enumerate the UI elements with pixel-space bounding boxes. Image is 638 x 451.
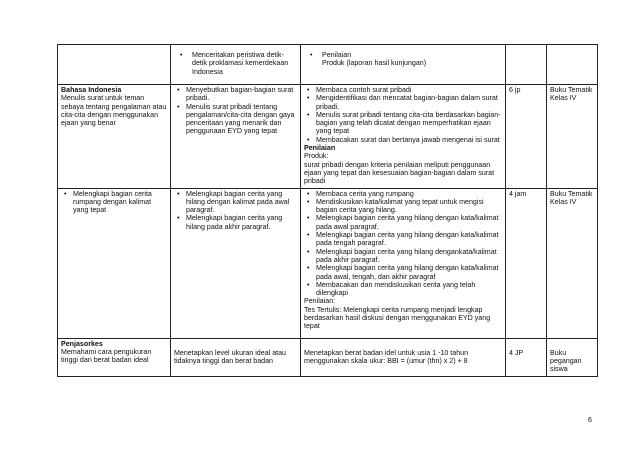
list-item: • Melengkapi bagian cerita yang hilang dengan kalimat pada awal paragraf. — [186, 190, 297, 215]
assessment-title: Penilaian — [304, 144, 336, 153]
source-value: Buku pegangan siswa — [550, 348, 582, 374]
list-item: • Melengkapi bagian cerita yang hilang dengan kata/kalimat pada awal, tengah, dan akhir paragraf — [316, 264, 502, 281]
activity-list — [304, 51, 502, 68]
competency-cell — [58, 85, 171, 189]
assessment-text: Penilaian: Tes Tertulis: Melengkapi cerita rumpang menjadi lengkap berdasarkan hasil diskusi dengan menggunakan EYD yang tepat — [304, 297, 491, 331]
source-cell: Buku Tematik Kelas IV — [547, 188, 598, 338]
activity-list — [304, 86, 502, 144]
list-item: • Membacakan dan mendiskusikan cerita yang telah dilengkapi — [316, 281, 502, 298]
source-cell: Buku Tematik Kelas IV — [547, 85, 598, 189]
competency-list — [61, 190, 167, 215]
activity-cell — [301, 338, 506, 376]
indicator-cell — [171, 45, 301, 85]
list-item: • Menceritakan peristiwa detik-detik proklamasi kemerdekaan Indonesia — [192, 51, 297, 76]
list-item: • Menulis surat pribadi tentang pengalaman/cita-cita dengan gaya penceritaan yang menarik dan penggunaan EYD yang tepat — [186, 103, 297, 136]
list-item: • Membaca contoh surat pribadi — [316, 86, 502, 94]
time-cell: 4 jam — [506, 188, 547, 338]
indicator-list — [174, 190, 297, 231]
subject-title: Penjasorkes — [61, 339, 103, 348]
table-row — [58, 338, 598, 376]
list-item: • Menyebutkan bagian-bagian surat pribadi. — [186, 86, 297, 103]
assessment-text: Produk: surat pribadi dengan kriteria penilaian meliputi penggunaan ejaan yang tepat dan kesesuaian bagian-bagian dalam surat pribadi — [304, 152, 495, 186]
table-row — [58, 85, 598, 189]
source-cell — [547, 45, 598, 85]
list-item: • Mendiskusikan kata/kalimat yang tepat untuk mengisi bagian cerita yang hilang. — [316, 198, 502, 215]
subject-title: Bahasa Indonesia — [61, 86, 122, 94]
list-item: • Melengkapi bagian cerita yang hilang dengankata/kalimat pada akhir paragraf. — [316, 248, 502, 265]
activity-cell — [301, 188, 506, 338]
competency-text: Menulis surat untuk teman sebaya tentang pengalaman atau cita-cita dengan menggunakan ejaan yang benar — [61, 94, 167, 128]
time-value: 4 JP — [509, 348, 524, 357]
list-item: • Melengkapi bagian cerita yang hilang pada akhir paragraf. — [186, 214, 297, 231]
indicator-cell — [171, 338, 301, 376]
competency-cell — [58, 45, 171, 85]
source-cell — [547, 338, 598, 376]
activity-cell — [301, 85, 506, 189]
list-item: • Menulis surat pribadi tentang cita-cita berdasarkan bagian-bagian yang telah dicatat dengan memperhatikan ejaan yang tepat — [316, 111, 502, 136]
list-item: • Melengkapi bagian cerita yang hilang dengan kata/kalimat pada awal paragraf. — [316, 214, 502, 231]
page-number: 6 — [588, 417, 592, 424]
list-item: • Membacakan surat dan bertanya jawab mengenai isi surat — [316, 136, 502, 144]
list-item: • Mengidentifikasi dan mencatat bagian-bagian dalam surat pribadi. — [316, 94, 502, 111]
table-row — [58, 188, 598, 338]
syllabus-table — [57, 44, 598, 377]
list-item: • Penilaian Produk (laporan hasil kunjungan) — [322, 51, 502, 68]
time-cell — [506, 338, 547, 376]
competency-cell — [58, 338, 171, 376]
list-item: • Melengkapi bagian cerita yang hilang dengan kata/kalimat pada tengah paragraf. — [316, 231, 502, 248]
activity-list — [304, 190, 502, 298]
time-cell — [506, 45, 547, 85]
competency-text: Memahami cara pengukuran tinggi dan berat badan ideal — [61, 347, 152, 365]
indicator-list — [174, 86, 297, 136]
competency-cell — [58, 188, 171, 338]
table-row — [58, 45, 598, 85]
indicator-text: Menetapkan level ukuran ideal atau tidaknya tinggi dan berat badan — [174, 348, 287, 365]
indicator-cell — [171, 85, 301, 189]
time-cell: 6 jp — [506, 85, 547, 189]
indicator-list — [174, 51, 297, 76]
list-item: • Membaca cerita yang rumpang — [316, 190, 502, 198]
activity-cell — [301, 45, 506, 85]
activity-text: Menetapkan berat badan idel untuk usia 1 -10 tahun menggunakan skala ukur: BBI = (umur (thn) x 2) + 8 — [304, 348, 469, 365]
indicator-cell — [171, 188, 301, 338]
list-item: • Melengkapi bagian cerita rumpang dengan kalimat yang tepat — [73, 190, 167, 215]
